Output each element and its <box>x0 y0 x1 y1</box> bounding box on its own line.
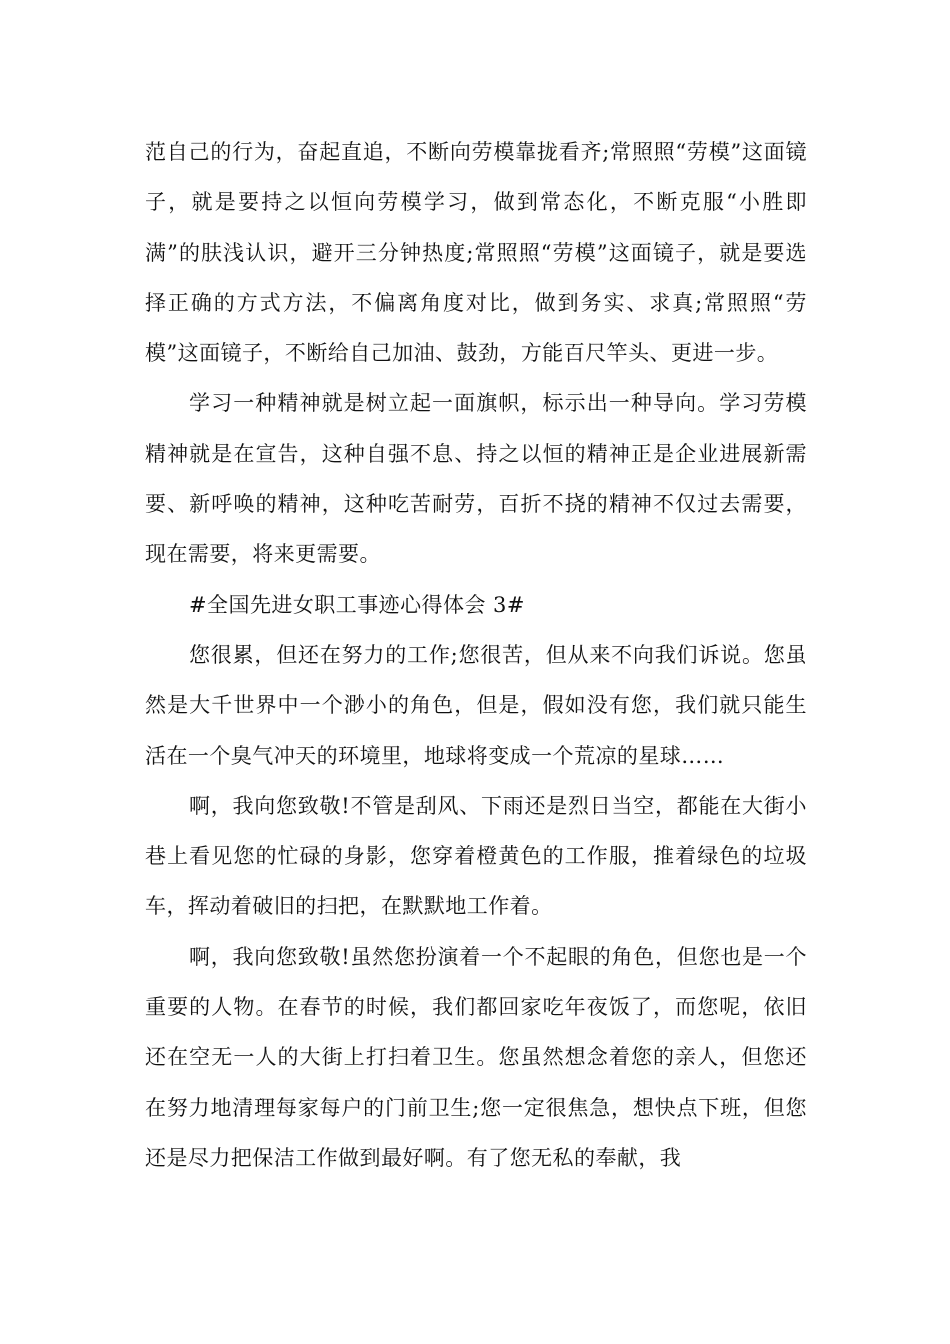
section-heading: #全国先进女职工事迹心得体会 3# <box>189 592 525 617</box>
paragraph-learning-spirit: 学习一种精神就是树立起一面旗帜，标示出一种导向。学习劳模精神就是在宣告，这种自强不息、持之以恒的精神正是企业进展新需要、新呼唤的精神，这种吃苦耐劳，百折不挠的精神不仅过去需要，现在需要，将来更需要。 <box>145 391 807 567</box>
paragraph-tribute-weather: 啊，我向您致敬!不管是刮风、下雨还是烈日当空，都能在大街小巷上看见您的忙碌的身影，您穿着橙黄色的工作服，推着绿色的垃圾车，挥动着破旧的扫把，在默默地工作着。 <box>145 793 807 919</box>
paragraph-tribute-intro: 您很累，但还在努力的工作;您很苦，但从来不向我们诉说。您虽然是大千世界中一个渺小的角色，但是，假如没有您，我们就只能生活在一个臭气冲天的环境里，地球将变成一个荒凉的星球…… <box>145 642 807 768</box>
document-body <box>145 127 807 1183</box>
paragraph-tribute-festival: 啊，我向您致敬!虽然您扮演着一个不起眼的角色，但您也是一个重要的人物。在春节的时候，我们都回家吃年夜饭了，而您呢，依旧还在空无一人的大街上打扫着卫生。您虽然想念着您的亲人，但您还在努力地清理每家每户的门前卫生;您一定很焦急，想快点下班，但您还是尽力把保洁工作做到最好啊。有了您无私的奉献，我 <box>145 944 807 1170</box>
paragraph-continuation: 范自己的行为，奋起直追，不断向劳模靠拢看齐;常照照“劳模”这面镜子，就是要持之以恒向劳模学习，做到常态化，不断克服“小胜即满”的肤浅认识，避开三分钟热度;常照照“劳模”这面镜子，就是要选择正确的方式方法，不偏离角度对比，做到务实、求真;常照照“劳模”这面镜子，不断给自己加油、鼓劲，方能百尺竿头、更进一步。 <box>145 140 807 366</box>
